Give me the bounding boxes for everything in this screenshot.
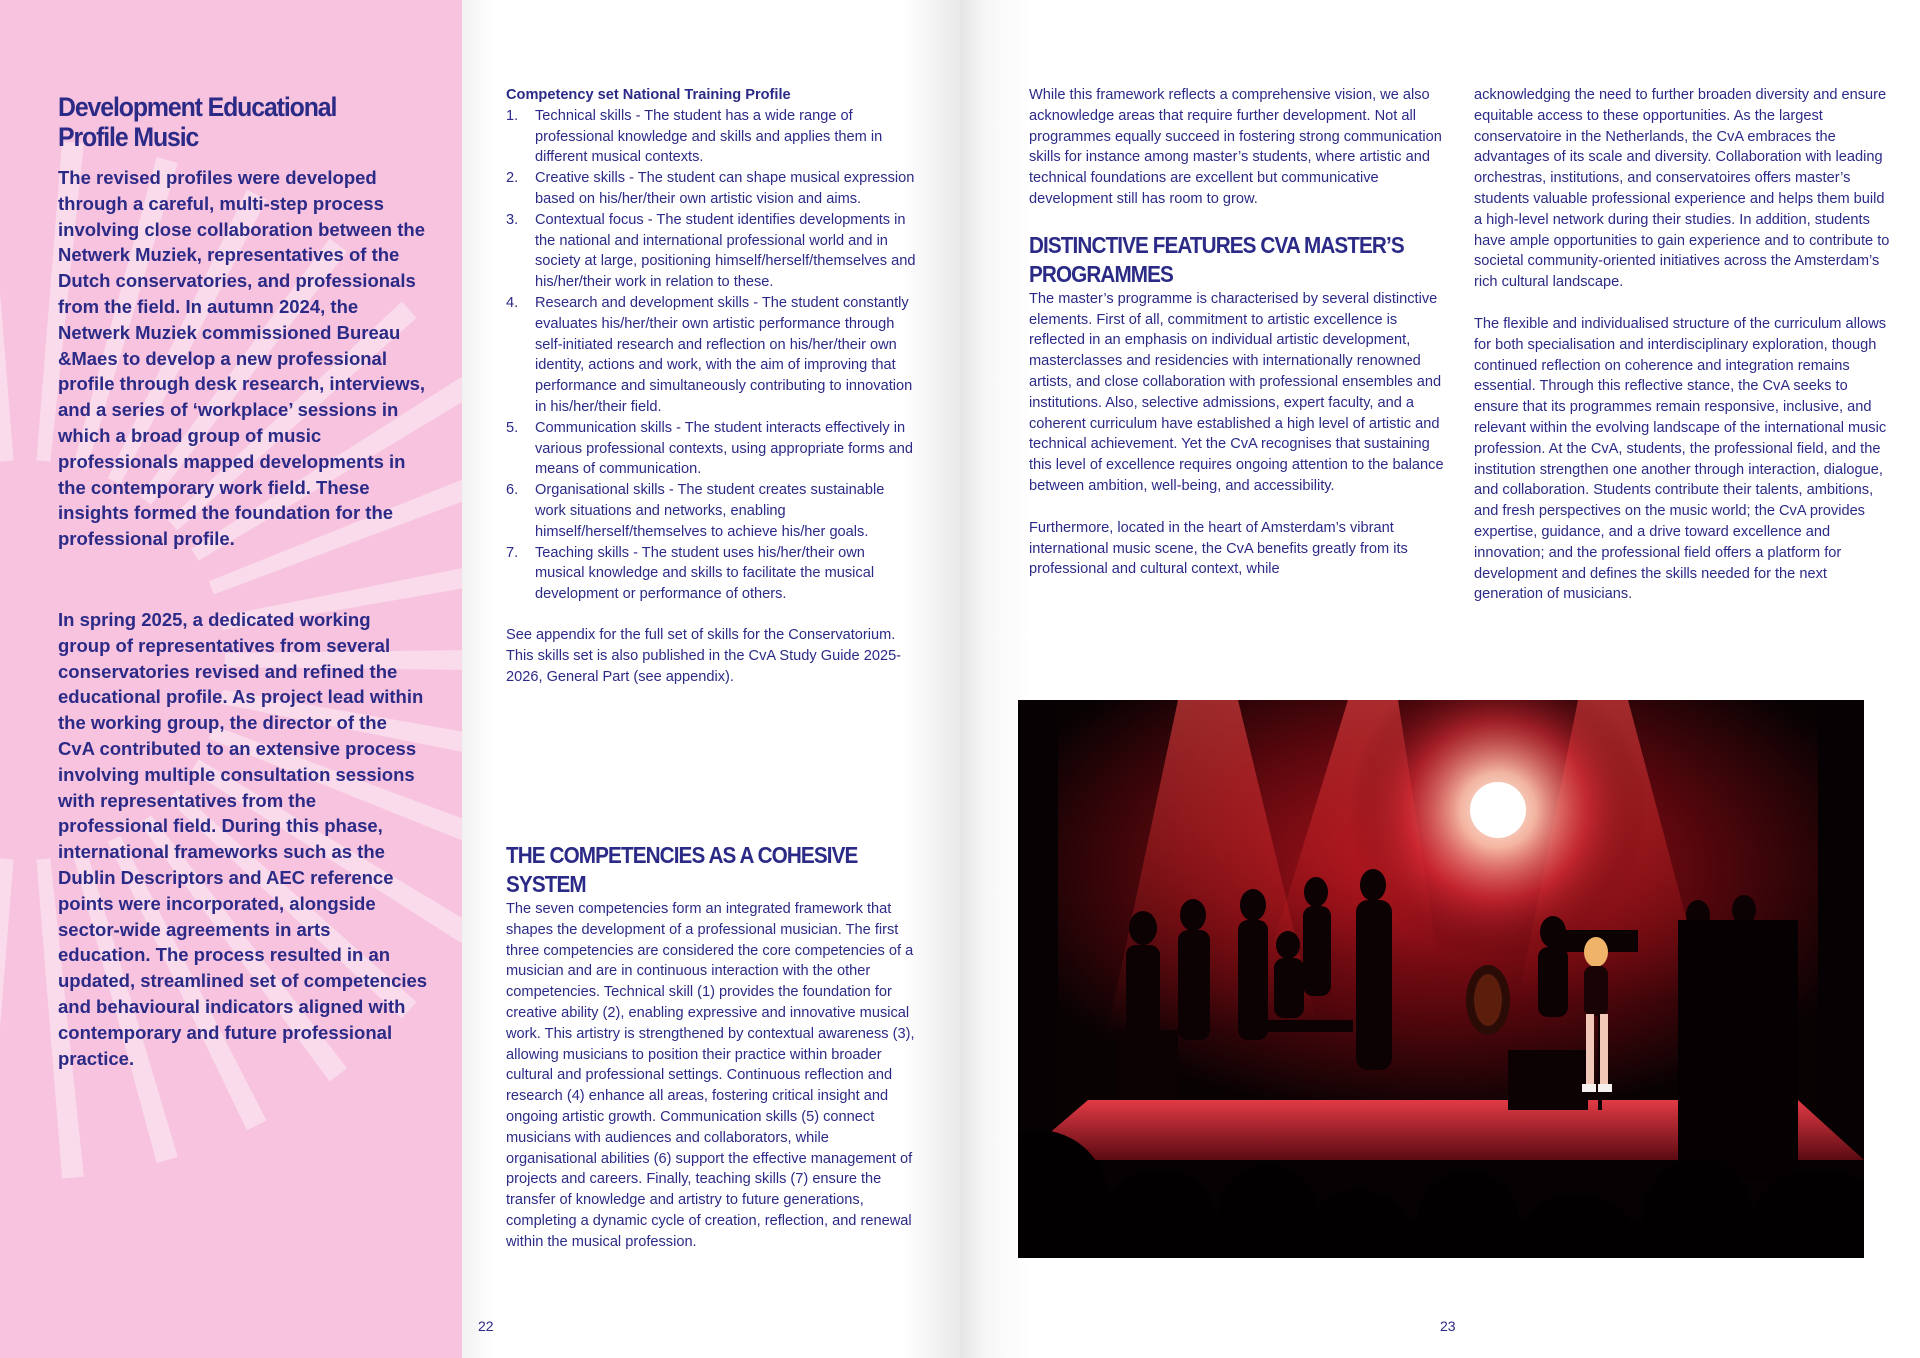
skill-number: 3. bbox=[506, 211, 519, 228]
skill-item bbox=[506, 293, 916, 418]
cohesive-system-section bbox=[506, 841, 916, 1253]
skill-text: Contextual focus - The student identifies developments in the national and international professional world and in society at large, positioning himself/herself/themselves and his/her/their work in relation to these. bbox=[535, 211, 916, 291]
skill-number: 1. bbox=[506, 107, 519, 124]
skills-list bbox=[506, 106, 916, 605]
concert-photo-illustration bbox=[1018, 700, 1864, 1258]
distinctive-features-paragraph: The master’s programme is characterised by several distinctive elements. First of all, commitment to artistic excellence is reflected in an emphasis on individual artistic development, masterclasses and residencies with internationally renowned artists, and close collaboration with professional ensembles and institutions. Also, selective admissions, expert faculty, and a coherent curriculum have established a high level of artistic and technical achievement. Yet the CvA recognises that sustaining this level of excellence requires ongoing attention to the balance between ambition, well-being, and accessibility. bbox=[1029, 290, 1444, 494]
skill-text: Technical skills - The student has a wide range of professional knowledge and skills and applies them in different musical contexts. bbox=[535, 107, 883, 166]
right-column-2 bbox=[1474, 85, 1894, 605]
sidebar-paragraph-2: In spring 2025, a dedicated working group of representatives from several conservatories revised and refined the educational profile. As project lead within the working group, the director of the CvA contributed to an extensive process involving multiple consultation sessions with representatives from the professional field. During this phase, international frameworks such as the Dublin Descriptors and AEC reference points were incorporated, alongside sector-wide agreements in arts education. The process resulted in an updated, streamlined set of competencies and behavioural indicators aligned with contemporary and future professional practice. bbox=[58, 609, 428, 1069]
skill-text: Communication skills - The student interacts effectively in various professional contexts, using appropriate forms and means of communication. bbox=[535, 419, 914, 478]
curriculum-paragraph: The flexible and individualised structure of the curriculum allows for both specialisation and interdisciplinary exploration, though continued reflection on coherence and integration remains essential. Through this reflective stance, the CvA seeks to ensure that its programmes remain responsive, inclusive, and relevant within the evolving landscape of the international music profession. At the CvA, students, the professional field, and the institution strengthen one another through interaction, dialogue, and collaboration. Students contribute their talents, ambitions, and fresh perspectives on the music world; the CvA provides expertise, guidance, and a drive toward excellence and innovation; and the professional field offers a platform for development and defines the skills needed for the next generation of musicians. bbox=[1474, 315, 1887, 603]
skill-text: Teaching skills - The student uses his/her/their own musical knowledge and skills to facilitate the musical development or performance of others. bbox=[535, 544, 875, 603]
sidebar-panel bbox=[0, 0, 462, 1358]
sunburst-ray bbox=[0, 141, 14, 461]
skill-text: Creative skills - The student can shape musical expression based on his/her/their own artistic vision and aims. bbox=[535, 170, 915, 207]
competency-column bbox=[506, 85, 916, 687]
skill-number: 6. bbox=[506, 482, 519, 499]
page-number-right: 23 bbox=[1440, 1318, 1456, 1334]
diversity-paragraph: acknowledging the need to further broaden diversity and ensure equitable access to these opportunities. As the largest conservatoire in the Netherlands, the CvA embraces the advantages of its scale and diversity. Collaboration with leading orchestras, institutions, and conservatoires offers master’s students valuable professional experience and helps them build a high-level network during their studies. In addition, students have ample opportunities to gain experience and to contribute to societal community-oriented initiatives across the Amsterdam’s rich cultural landscape. bbox=[1474, 87, 1890, 291]
skill-number: 2. bbox=[506, 170, 519, 187]
competency-heading: Competency set National Training Profile bbox=[506, 87, 791, 103]
skill-number: 5. bbox=[506, 419, 519, 436]
sunburst-ray bbox=[0, 858, 14, 1178]
framework-paragraph: While this framework reflects a comprehensive vision, we also acknowledge areas that require further development. Not all programmes equally succeed in fostering strong communication skills for instance among master’s students, where artistic and technical foundations are excellent but communicative development still has room to grow. bbox=[1029, 87, 1442, 207]
concert-photo bbox=[1018, 700, 1864, 1258]
skill-text: Organisational skills - The student creates sustainable work situations and networks, enabling himself/herself/themselves to achieve his/her goals. bbox=[535, 482, 885, 540]
cohesive-system-heading: THE COMPETENCIES AS A COHESIVE SYSTEM bbox=[506, 842, 858, 897]
right-column-1 bbox=[1029, 85, 1449, 580]
skill-number: 4. bbox=[506, 294, 519, 311]
sidebar-paragraph-1: The revised profiles were developed through a careful, multi-step process involving close collaboration between the Netwerk Muziek, representatives of the Dutch conservatories, and professionals from the field. In autumn 2024, the Netwerk Muziek commissioned Bureau &Maes to develop a new professional profile through desk research, interviews, and a series of ‘workplace’ sessions in which a broad group of music professionals mapped developments in the contemporary work field. These insights formed the foundation for the professional profile. bbox=[58, 167, 426, 550]
page-number-left: 22 bbox=[478, 1318, 494, 1334]
appendix-note: See appendix for the full set of skills for the Conservatorium. This skills set is also published in the CvA Study Guide 2025-2026, General Part (see appendix). bbox=[506, 626, 902, 685]
skill-item bbox=[506, 480, 916, 542]
skill-number: 7. bbox=[506, 544, 519, 561]
skill-item bbox=[506, 210, 916, 293]
skill-item bbox=[506, 418, 916, 480]
sidebar-title: Development Educational Profile Music bbox=[58, 92, 337, 152]
amsterdam-paragraph: Furthermore, located in the heart of Amsterdam’s vibrant international music scene, the CvA benefits greatly from its professional and cultural context, while bbox=[1029, 519, 1408, 578]
distinctive-features-heading: DISTINCTIVE FEATURES CVA MASTER’S PROGRAMMES bbox=[1029, 231, 1404, 287]
skill-item bbox=[506, 543, 916, 605]
cohesive-system-text: The seven competencies form an integrated framework that shapes the development of a professional musician. The first three competencies are considered the core competencies of a musician and are in continuous interaction with the other competencies. Technical skill (1) provides the foundation for creative ability (2), enabling expressive and innovative musical work. This artistry is strengthened by contextual awareness (3), allowing musicians to position their practice within broader cultural and professional settings. Continuous reflection and research (4) enhance all areas, fostering critical insight and ongoing artistic growth. Communication skills (5) connect musicians with audiences and collaborators, while organisational abilities (6) support the effective management of projects and careers. Finally, teaching skills (7) ensure the transfer of knowledge and artistry to future generations, completing a dynamic cycle of creation, reflection, and renewal within the musical profession. bbox=[506, 901, 915, 1250]
skill-item bbox=[506, 168, 916, 210]
skill-item bbox=[506, 106, 916, 168]
skill-text: Research and development skills - The student constantly evaluates his/her/their own artistic performance through self-initiated research and reflection on his/her/their own identity, actions and work, with the aim of improving that performance and simultaneously contributing to innovation in his/her/their field. bbox=[535, 294, 913, 415]
